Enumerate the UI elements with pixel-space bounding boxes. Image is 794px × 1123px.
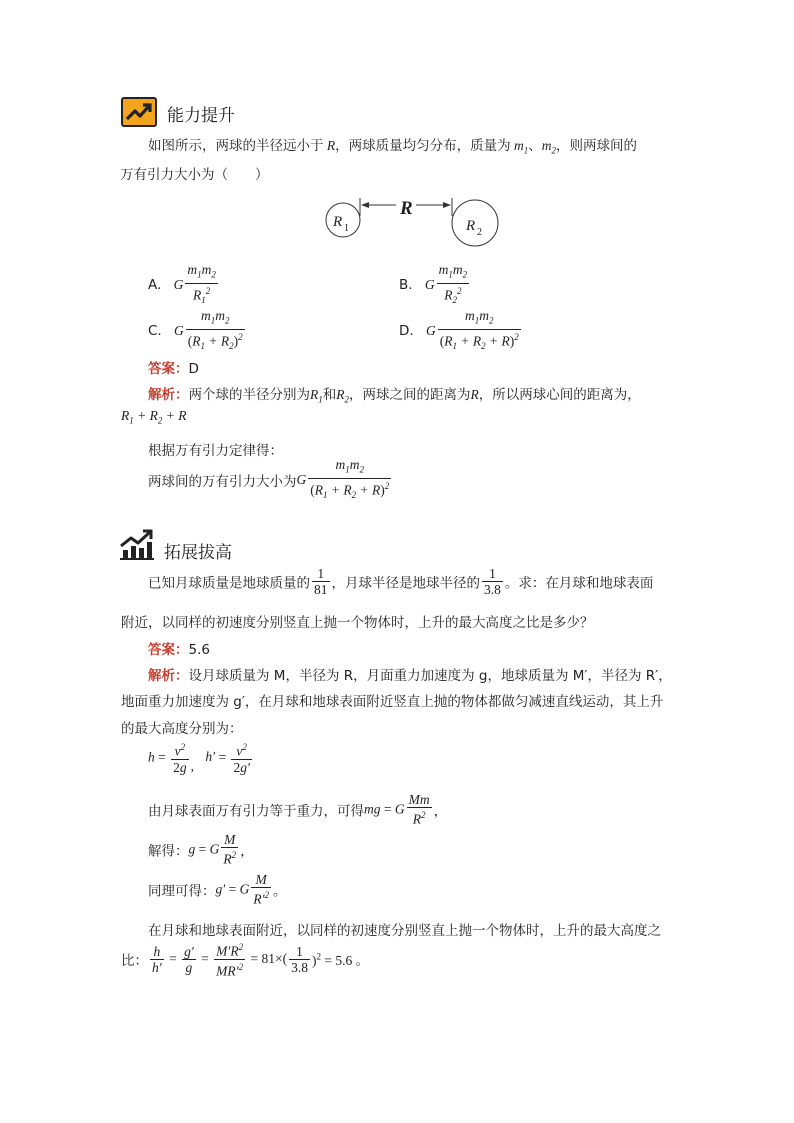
option-a[interactable]: A. G $\frac{m_1m_2}{R_1^2}$ — [148, 262, 220, 308]
option-c[interactable]: C. G $\frac{m_1m_2}{(R_1 + R_2)^2}$ — [148, 308, 247, 354]
analysis2-line3: 的最大高度分别为： — [121, 721, 243, 737]
section2-title: 拓展拔高 — [164, 543, 232, 563]
answer2: 答案：5.6 — [148, 642, 210, 658]
option-d[interactable]: D. G $\frac{m_1m_2}{(R_1 + R_2 + R)^2}$ — [399, 308, 523, 354]
svg-text:1: 1 — [344, 223, 349, 234]
question1-line1: 如图所示，两球的半径远小于 R，两球质量均匀分布，质量为 $m_1$、$m_2$，则两球间的 — [148, 138, 637, 156]
answer1: 答案：D — [148, 361, 199, 377]
analysis2-same: 同理可得：g′ = G $\frac{M}{R'^2}$ 。 — [148, 872, 287, 907]
analysis1-law: 根据万有引力定律得： — [148, 443, 283, 459]
analysis2-gravity: 由月球表面万有引力等于重力，可得mg = G $\frac{Mm}{R^2}$ ， — [148, 792, 448, 827]
formula-heights: h = $\frac{v^2}{2g}$ , h′ = $\frac{v^2}{2g'}$ — [148, 742, 250, 775]
analysis2-ratio-line: 在月球和地球表面附近，以同样的初速度分别竖直上抛一个物体时，上升的最大高度之 — [148, 923, 661, 939]
option-b[interactable]: B. G $\frac{m_1m_2}{R_2^2}$ — [399, 262, 471, 308]
analysis1-line1: 解析：两个球的半径分别为$R_1$和$R_2$，两球之间的距离为R，所以两球心间的距离为， — [148, 387, 641, 405]
question2-line1: 已知月球质量是地球质量的 $\frac{1}{81}$ ，月球半径是地球半径的 $\frac{1}{3.8}$ 。求：在月球和地球表面 — [148, 566, 654, 597]
label-R: R — [400, 198, 413, 219]
label-R1: R — [333, 214, 343, 230]
section1-title: 能力提升 — [167, 106, 235, 126]
analysis2-line2: 地面重力加速度为 g′，在月球和地球表面附近竖直上抛的物体都做匀减速直线运动，其上升 — [121, 694, 664, 710]
question2-line2: 附近，以同样的初速度分别竖直上抛一个物体时，上升的最大高度之比是多少？ — [121, 615, 594, 631]
analysis1-result: 两球间的万有引力大小为G $\frac{m_1m_2}{(R_1 + R_2 + R)^2}$ — [148, 457, 393, 503]
question1-line2: 万有引力大小为（ ） — [120, 167, 269, 183]
svg-text:2: 2 — [477, 227, 482, 238]
analysis2-solve: 解得：g = G $\frac{M}{R^2}$ ， — [148, 832, 254, 867]
analysis1-distance: $R_1 + R_2 + R$ — [121, 408, 187, 426]
trend-up-icon — [121, 97, 157, 127]
two-spheres-figure — [320, 192, 510, 248]
label-R2: R — [466, 218, 476, 234]
analysis2-ratio: 比： $\frac{h}{h'}$ = $\frac{g'}{g}$ = $\frac{M'R^2}{MR'^2}$ = 81×( $\frac{1}{3.8}$ )$^2$ = 5.6 。 — [121, 942, 370, 978]
bar-chart-growth-icon — [119, 528, 155, 560]
analysis2-line1: 解析：设月球质量为 M，半径为 R，月面重力加速度为 g，地球质量为 M′，半径为 R′， — [148, 668, 672, 684]
